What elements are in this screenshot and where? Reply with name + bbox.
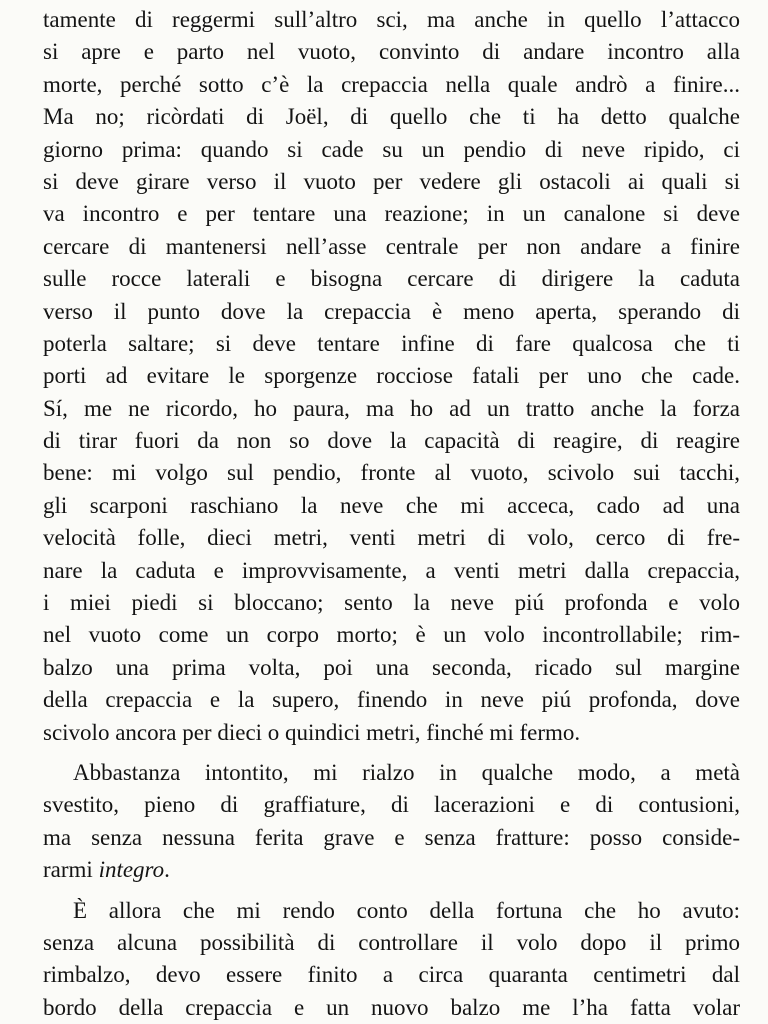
text-line: poterla saltare; si deve tentare infine di fare qualcosa che ti — [43, 330, 740, 356]
text-line: ma senza nessuna ferita grave e senza fratture: posso conside- — [43, 824, 740, 850]
text-line: cercare di mantenersi nell’asse centrale per non andare a finire — [43, 233, 740, 259]
text-line: va incontro e per tentare una reazione; in un canalone si deve — [43, 201, 740, 227]
text-line: scivolo ancora per dieci o quindici metri, finché mi fermo. — [43, 719, 581, 745]
text-line: Ma no; ricòrdati di Joël, di quello che ti ha detto qualche — [43, 104, 740, 130]
text-line: verso il punto dove la crepaccia è meno aperta, sperando di — [43, 298, 740, 324]
paragraph-start-line: Abbastanza intontito, mi rialzo in qualche modo, a metà — [73, 759, 740, 785]
text-line: porti ad evitare le sporgenze rocciose fatali per uno che cade. — [43, 363, 740, 389]
text-fragment: rarmi — [43, 857, 99, 883]
text-line: rimbalzo, devo essere finito a circa quaranta centimetri dal — [43, 962, 740, 988]
text-line: senza alcuna possibilità di controllare il volo dopo il primo — [43, 929, 740, 955]
text-line: Sí, me ne ricordo, ho paura, ma ho ad un tratto anche la forza — [43, 395, 740, 421]
text-line: nel vuoto come un corpo morto; è un volo incontrollabile; rim- — [43, 622, 740, 648]
text-line: velocità folle, dieci metri, venti metri di volo, cerco di fre- — [43, 525, 740, 551]
paragraph-start-line: È allora che mi rendo conto della fortuna che ho avuto: — [73, 897, 740, 923]
text-line: si deve girare verso il vuoto per vedere gli ostacoli ai quali si — [43, 168, 740, 194]
text-line: gli scarponi raschiano la neve che mi acceca, cado ad una — [43, 492, 740, 518]
text-line — [43, 854, 740, 886]
text-line: di tirar fuori da non so dove la capacità di reagire, di reagire — [43, 428, 740, 454]
text-line: si apre e parto nel vuoto, convinto di andare incontro alla — [43, 39, 740, 65]
text-line: nare la caduta e improvvisamente, a venti metri dalla crepaccia, — [43, 557, 740, 583]
text-line: della crepaccia e la supero, finendo in neve piú profonda, dove — [43, 687, 740, 713]
text-line: i miei piedi si bloccano; sento la neve piú profonda e volo — [43, 590, 740, 616]
text-line: bene: mi volgo sul pendio, fronte al vuoto, scivolo sui tacchi, — [43, 460, 740, 486]
italic-word: integro — [98, 857, 165, 883]
text-line: svestito, pieno di graffiature, di lacerazioni e di contusioni, — [43, 792, 740, 818]
text-line: giorno prima: quando si cade su un pendio di neve ripido, ci — [43, 136, 740, 162]
text-fragment: . — [164, 857, 170, 883]
text-line: tamente di reggermi sull’altro sci, ma anche in quello l’attacco — [43, 7, 740, 32]
text-line: bordo della crepaccia e un nuovo balzo me l’ha fatta volar — [43, 994, 740, 1020]
text-line: sulle rocce laterali e bisogna cercare di dirigere la caduta — [43, 266, 740, 292]
text-line: morte, perché sotto c’è la crepaccia nella quale andrò a finire... — [43, 71, 740, 97]
text-line: balzo una prima volta, poi una seconda, ricado sul margine — [43, 654, 740, 680]
